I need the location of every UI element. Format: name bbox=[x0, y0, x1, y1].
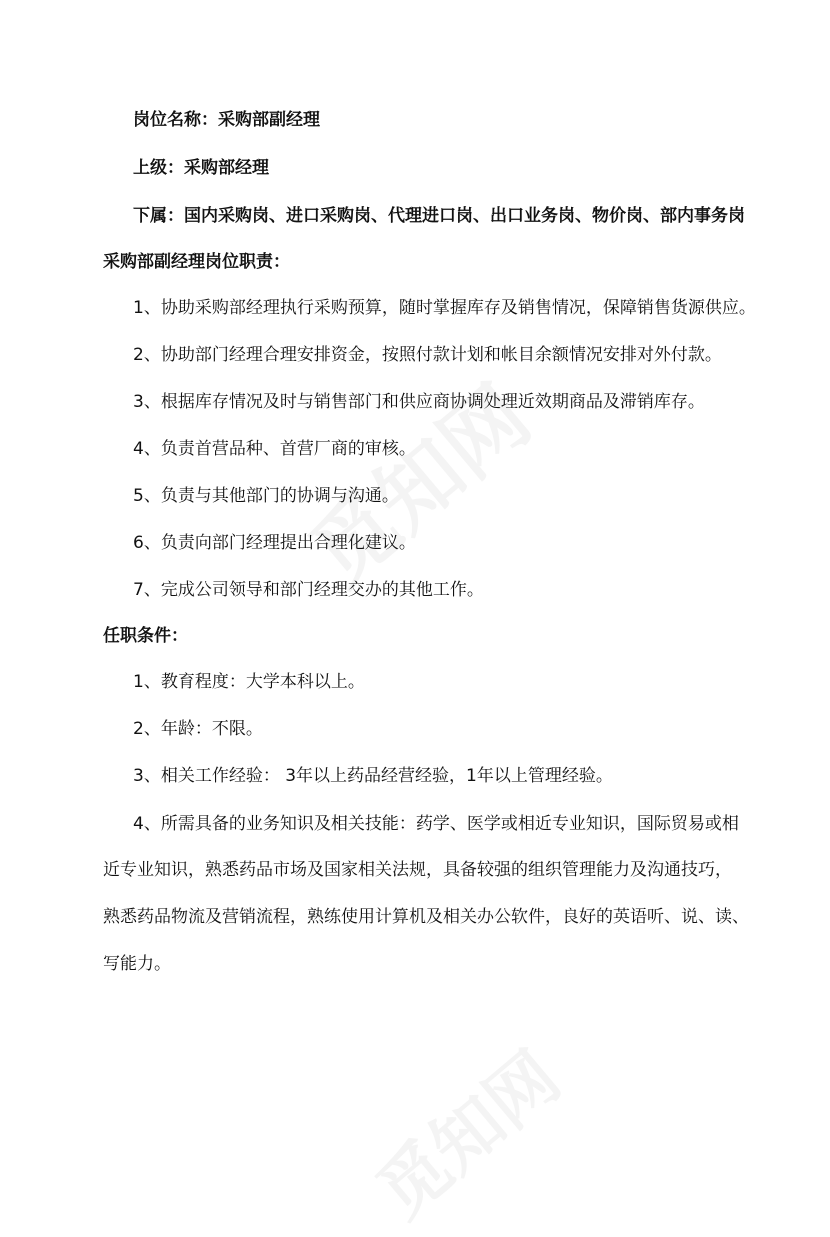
qualification-item: 1、教育程度：大学本科以上。 bbox=[133, 672, 365, 692]
qualifications-title: 任职条件： bbox=[103, 626, 188, 646]
duty-item: 3、根据库存情况及时与销售部门和供应商协调处理近效期商品及滞销库存。 bbox=[133, 392, 705, 412]
qualification-item: 2、年龄：不限。 bbox=[133, 719, 263, 739]
duty-item: 2、协助部门经理合理安排资金，按照付款计划和帐目余额情况安排对外付款。 bbox=[133, 345, 722, 365]
qualification-item-4-line: 熟悉药品物流及营销流程，熟练使用计算机及相关办公软件，良好的英语听、说、读、 bbox=[103, 907, 749, 927]
subordinates: 下属：国内采购岗、进口采购岗、代理进口岗、出口业务岗、物价岗、部内事务岗 bbox=[133, 206, 745, 226]
superior: 上级：采购部经理 bbox=[133, 158, 269, 178]
duties-title: 采购部副经理岗位职责： bbox=[103, 252, 290, 272]
duty-item: 4、负责首营品种、首营厂商的审核。 bbox=[133, 439, 416, 459]
qualification-item: 3、相关工作经验： 3年以上药品经营经验，1年以上管理经验。 bbox=[133, 766, 613, 786]
watermark bbox=[352, 1024, 578, 1236]
duty-item: 5、负责与其他部门的协调与沟通。 bbox=[133, 486, 399, 506]
duty-item: 7、完成公司领导和部门经理交办的其他工作。 bbox=[133, 580, 484, 600]
duty-item: 1、协助采购部经理执行采购预算，随时掌握库存及销售情况，保障销售货源供应。 bbox=[133, 298, 756, 318]
qualification-item-4-line: 4、所需具备的业务知识及相关技能：药学、医学或相近专业知识，国际贸易或相 bbox=[133, 814, 739, 834]
position-name: 岗位名称：采购部副经理 bbox=[133, 110, 320, 130]
qualification-item-4-line: 近专业知识，熟悉药品市场及国家相关法规，具备较强的组织管理能力及沟通技巧， bbox=[103, 860, 732, 880]
duty-item: 6、负责向部门经理提出合理化建议。 bbox=[133, 533, 416, 553]
qualification-item-4-line: 写能力。 bbox=[103, 954, 171, 974]
